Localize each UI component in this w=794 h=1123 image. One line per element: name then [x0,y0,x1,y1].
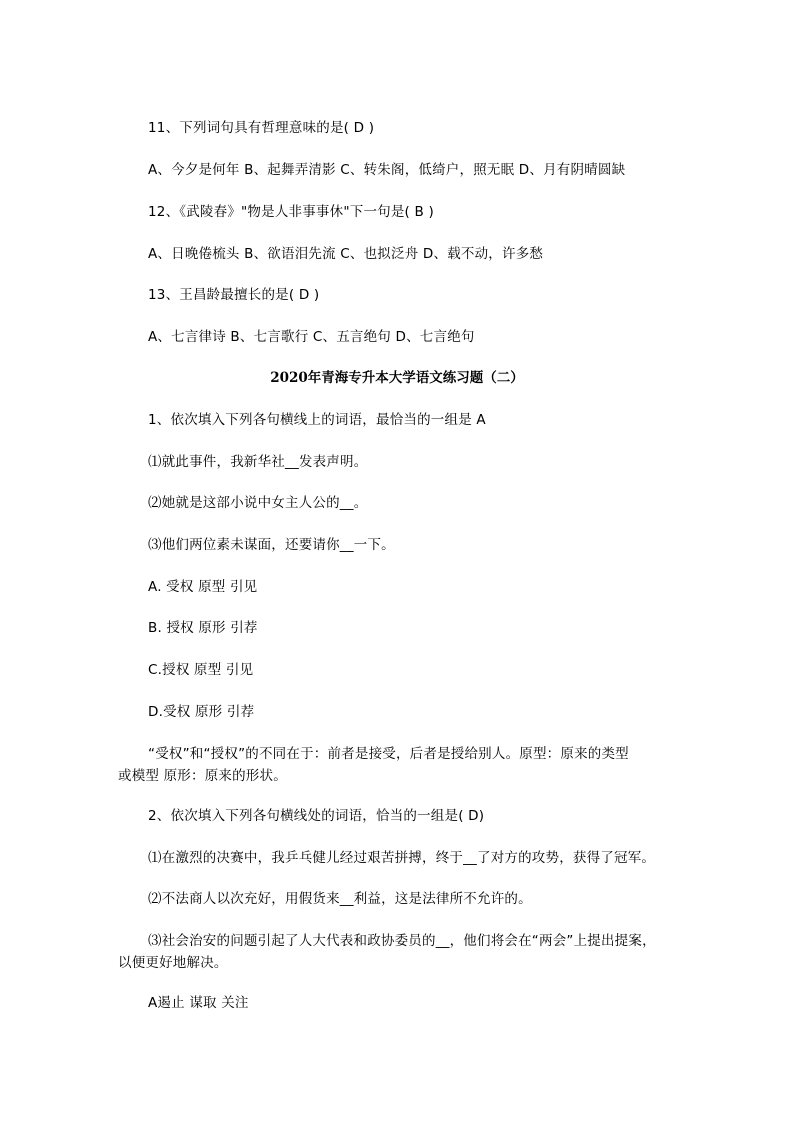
question-2: 2、依次填入下列各句横线处的词语，恰当的一组是( D) [148,808,485,824]
question-1-sentence-1: ⑴就此事件，我新华社__发表声明。 [148,454,368,470]
question-1-explanation-line-2: 或模型 原形：原来的形状。 [118,768,287,784]
question-2-sentence-3-line-2: 以便更好地解决。 [118,955,228,971]
question-2-sentence-1: ⑴在激烈的决赛中，我乒乓健儿经过艰苦拼搏，终于__了对方的攻势，获得了冠军。 [148,850,656,866]
question-12: 12、《武陵春》"物是人非事事休"下一句是( B ) [148,204,434,220]
question-1-option-b: B. 授权 原形 引荐 [148,620,258,636]
section-title: 2020年青海专升本大学语文练习题（二） [270,370,524,386]
question-11: 11、下列词句具有哲理意味的是( D ) [148,120,375,136]
question-2-sentence-3-line-1: ⑶社会治安的问题引起了人大代表和政协委员的__，他们将会在“两会”上提出提案， [148,933,656,949]
question-1-explanation-line-1: “受权”和“授权”的不同在于：前者是接受，后者是授给别人。原型：原来的类型 [148,746,629,762]
question-2-sentence-2: ⑵不法商人以次充好，用假货来__利益，这是法律所不允许的。 [148,891,532,907]
question-13: 13、王昌龄最擅长的是( D ) [148,287,320,303]
question-1-sentence-3: ⑶他们两位素未谋面，还要请你__一下。 [148,537,395,553]
question-13-options: A、七言律诗 B、七言歌行 C、五言绝句 D、七言绝句 [148,329,475,345]
question-1-option-c: C.授权 原型 引见 [148,662,254,678]
question-2-option-a: A遏止 谋取 关注 [148,995,249,1011]
question-12-options: A、日晚倦梳头 B、欲语泪先流 C、也拟泛舟 D、载不动，许多愁 [148,246,544,262]
question-11-options: A、今夕是何年 B、起舞弄清影 C、转朱阁，低绮户，照无眠 D、月有阴晴圆缺 [148,162,626,178]
question-1-option-a: A. 受权 原型 引见 [148,579,258,595]
question-1: 1、依次填入下列各句横线上的词语，最恰当的一组是 A [148,412,486,428]
question-1-sentence-2: ⑵她就是这部小说中女主人公的__。 [148,495,368,511]
question-1-option-d: D.受权 原形 引荐 [148,704,255,720]
